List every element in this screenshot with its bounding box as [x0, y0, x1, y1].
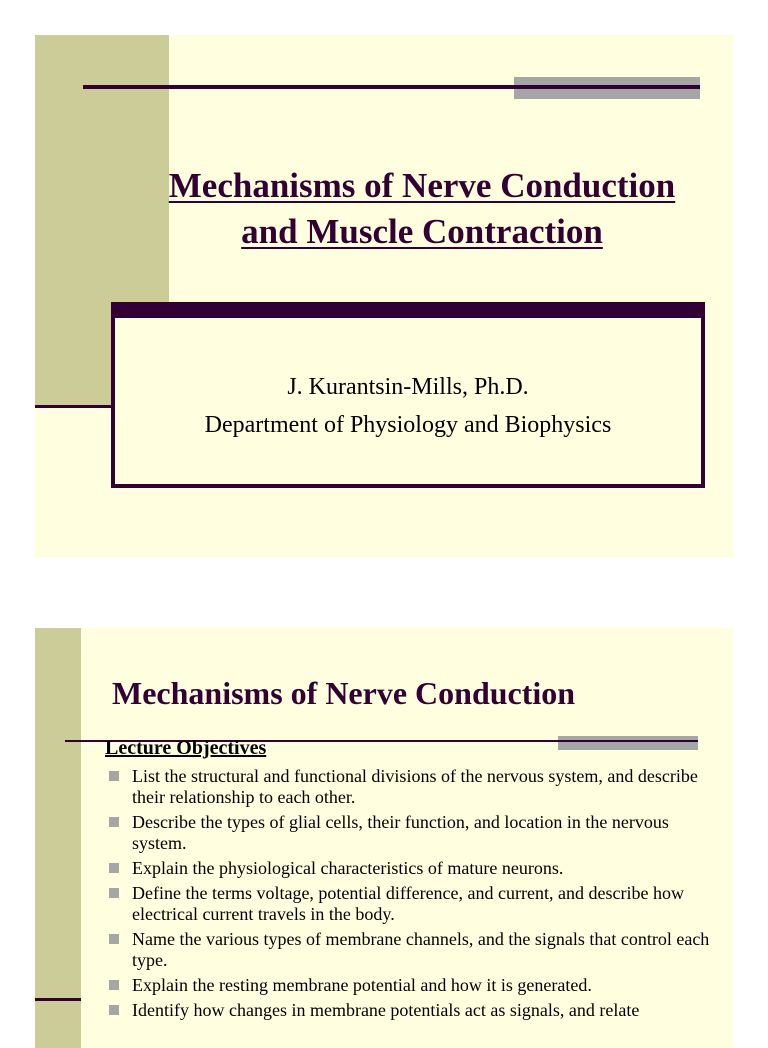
objectives-list [107, 766, 727, 1025]
list-item: Define the terms voltage, potential difference, and current, and describe how electrical current travels in the body. [107, 883, 727, 925]
square-bullet-icon [109, 1005, 119, 1015]
slide-title [111, 163, 733, 255]
slide-title: Mechanisms of Nerve Conduction [112, 675, 576, 711]
list-item: Describe the types of glial cells, their function, and location in the nervous system. [107, 812, 727, 854]
title-slide [35, 35, 733, 557]
square-bullet-icon [109, 863, 119, 873]
list-item: Explain the physiological characteristics of mature neurons. [107, 858, 727, 879]
gray-accent-block [558, 736, 698, 750]
square-bullet-icon [109, 980, 119, 990]
objectives-heading: Lecture Objectives [105, 737, 267, 759]
slide-title-line2: and Muscle Contraction [241, 212, 603, 251]
square-bullet-icon [109, 817, 119, 827]
slide-title-line1: Mechanisms of Nerve Conduction [168, 166, 676, 205]
square-bullet-icon [109, 771, 119, 781]
author-name: J. Kurantsin-Mills, Ph.D. [287, 374, 529, 400]
list-item: Explain the resting membrane potential and how it is generated. [107, 975, 727, 996]
objectives-slide [35, 628, 733, 1048]
side-rule [35, 405, 113, 408]
side-rule [35, 998, 81, 1001]
subtitle-box [111, 302, 705, 488]
list-item: Name the various types of membrane channels, and the signals that control each type. [107, 929, 727, 971]
square-bullet-icon [109, 934, 119, 944]
square-bullet-icon [109, 888, 119, 898]
sidebar-bar [35, 628, 81, 1048]
list-item: Identify how changes in membrane potentials act as signals, and relate [107, 1000, 727, 1021]
list-item: List the structural and functional divisions of the nervous system, and describe their relationship to each other. [107, 766, 727, 808]
top-rule [83, 85, 700, 89]
department-name: Department of Physiology and Biophysics [204, 412, 612, 438]
